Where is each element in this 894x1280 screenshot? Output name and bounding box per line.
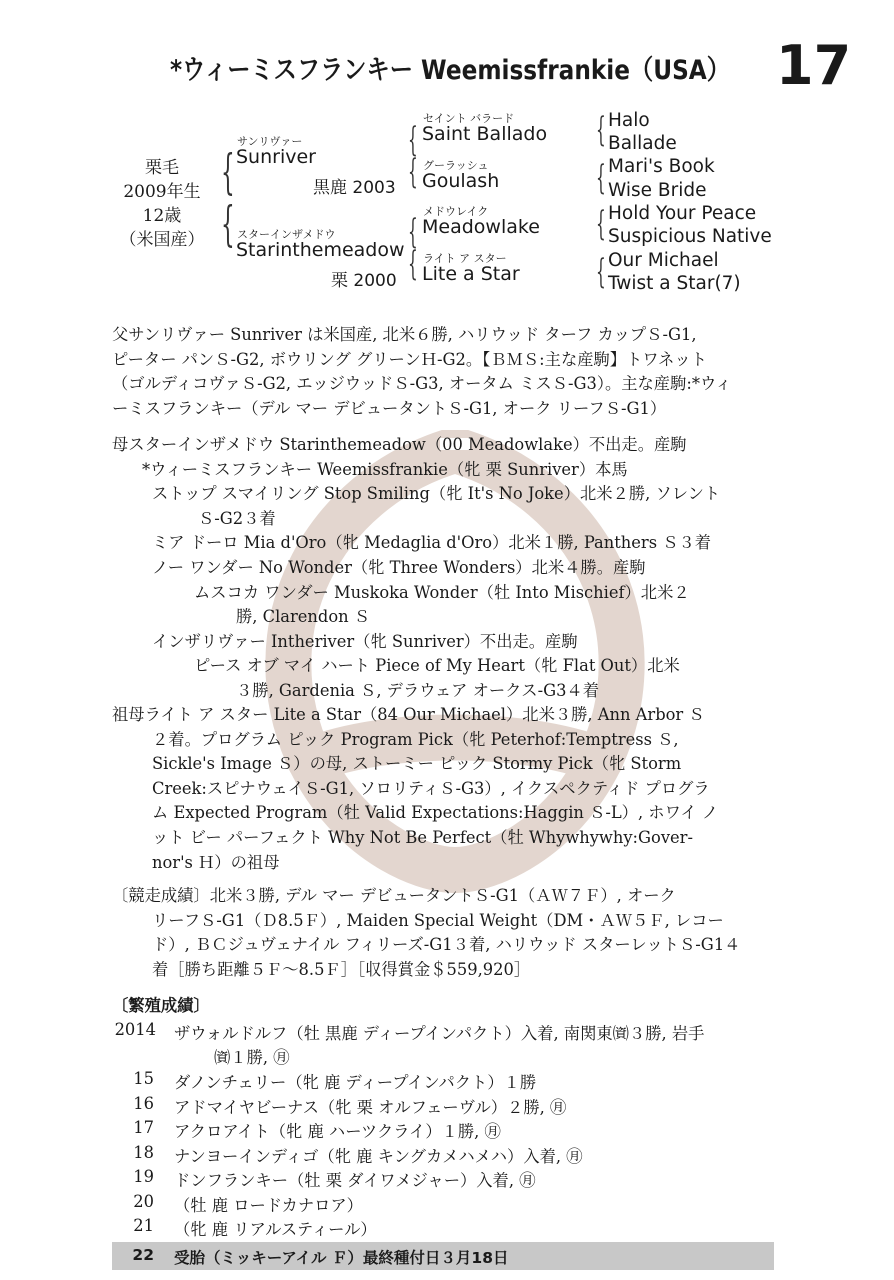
g4-name: Suspicious Native [608,226,772,247]
text-line: ーミスフランキー（デル マー デビュータントＳ-G1, オーク リーフＳ-G1） [112,398,667,418]
brace-left-icon: { [408,120,418,160]
foal-year: 18 [133,1143,154,1162]
text-line: インザリヴァー Intheriver（牝 Sunriver）不出走。産駒 [152,631,578,651]
brace-left-icon: { [221,144,235,200]
text-line: リーフＳ-G1（Ｄ8.5Ｆ）, Maiden Special Weight（DM・ＡＷ５Ｆ, レコー [152,910,724,930]
text-line: ピーター パンＳ-G2, ボウリング グリーンＨ-G2。【ＢＭＳ:主な産駒】トワネット [112,349,707,369]
g4-name: Halo [608,110,650,131]
brace-left-icon: { [221,196,235,252]
dam-section [112,433,776,704]
foal-text: アドマイヤビーナス（牝 栗 オルフェーヴル）２勝, ㊊ [174,1098,567,1117]
race-record [112,884,776,982]
text-line: ット ビー パーフェクト Why Not Be Perfect（牡 Whywhywhy:Gover- [152,827,693,847]
text-line: *ウィーミスフランキー Weemissfrankie（牝 栗 Sunriver）本馬 [142,459,628,479]
text-line: ストップ スマイリング Stop Smiling（牝 It's No Joke）北米２勝, ソレント [152,484,721,504]
sire-note: 黒鹿 2003 [313,178,396,198]
brace-left-icon: { [596,110,606,150]
dam-note: 栗 2000 [331,271,397,291]
brace-left-icon: { [596,158,606,198]
text-line: Sickle's Image Ｓ）の母, ストーミー ピック Stormy Pick（牝 Storm [152,754,682,774]
foal-text: （牡 鹿 ロードカナロア） [174,1196,363,1215]
foal-year: 20 [133,1192,154,1211]
text-line: ２着。プログラム ピック Program Pick（牝 Peterhof:Temptress Ｓ, [152,729,679,749]
brace-left-icon: { [408,152,418,192]
foal-year: 17 [133,1118,154,1137]
g4-name: Twist a Star(7) [608,273,741,294]
brace-left-icon: { [408,244,418,284]
foal-text: ㈾１勝, ㊊ [214,1048,290,1067]
granddam-section [112,703,776,875]
foal-year: 15 [133,1069,154,1088]
dam-ruby: スターインザメドウ [237,228,336,241]
sire-ruby: サンリヴァー [237,135,303,148]
foal-text: （牝 鹿 リアルスティール） [174,1220,377,1239]
text-line: （ゴルディコヴァＳ-G2, エッジウッドＳ-G3, オータム ミスＳ-G3）。主な産駒:*ウィ [112,374,732,394]
sd-ruby: グーラッシュ [423,159,489,172]
text-line: Ｓ-G2３着 [198,508,276,528]
ds-name: Meadowlake [422,216,540,238]
g4-name: Our Michael [608,250,719,271]
page-number: 17 [776,34,852,97]
age: 12歳 [142,206,182,226]
text-line: ノー ワンダー No Wonder（牝 Three Wonders）北米４勝。産駒 [152,557,646,577]
birth-year: 2009年生 [123,182,201,202]
foal-year: 2014 [114,1020,156,1039]
text-line: 着［勝ち距離５Ｆ～8.5Ｆ］［収得賞金＄559,920］ [152,959,531,979]
brace-left-icon: { [408,212,418,252]
foal-text: ナンヨーインディゴ（牝 鹿 キングカメハメハ）入着, ㊊ [174,1147,583,1166]
foal-year: 22 [132,1246,154,1264]
foal-text: ダノンチェリー（牝 鹿 ディープインパクト）１勝 [174,1073,537,1092]
g4-name: Hold Your Peace [608,203,757,224]
text-line: 母スターインザメドウ Starinthemeadow（00 Meadowlake）不出走。産駒 [112,435,687,454]
text-line: ム Expected Program（牡 Valid Expectations:Haggin Ｓ-L）, ホワイ ノ [152,803,719,823]
text-line: 〔競走成績〕北米３勝, デル マー デビュータントＳ-G1（ＡＷ７Ｆ）, オーク [112,886,676,905]
brace-left-icon: { [596,204,606,244]
sd-name: Goulash [422,170,500,192]
dd-name: Lite a Star [422,263,520,285]
ds-ruby: メドウレイク [423,205,489,218]
text-line: ピース オブ マイ ハート Piece of My Heart（牝 Flat Out）北米 [194,656,680,676]
page-title: *ウィーミスフランキー Weemissfrankie（USA） [170,55,731,86]
g4-name: Ballade [608,133,677,154]
g4-name: Wise Bride [608,180,707,201]
dam-name: Starinthemeadow [236,239,405,261]
text-line: 父サンリヴァー Sunriver は米国産, 北米６勝, ハリウッド ターフ カップＳ-G1, [112,325,697,344]
dd-ruby: ライト ア スター [423,252,507,265]
text-line: ３勝, Gardenia Ｓ, デラウェア オークス-G3４着 [236,680,599,700]
text-line: ド）, ＢＣジュヴェナイル フィリーズ-G1３着, ハリウッド スターレットＳ-G1４ [152,935,741,955]
foal-year: 21 [133,1216,154,1235]
text-line: nor's Ｈ）の祖母 [152,852,280,872]
foal-text: アクロアイト（牝 鹿 ハーツクライ）１勝, ㊊ [174,1122,501,1141]
foal-text: ザウォルドルフ（牡 黒鹿 ディープインパクト）入着, 南関東㈾３勝, 岩手 [174,1024,705,1043]
brace-left-icon: { [596,252,606,292]
g4-name: Mari's Book [608,156,715,177]
sire-name: Sunriver [236,146,316,168]
text-line: Creek:スピナウェイＳ-G1, ソロリティＳ-G3）, イクスペクティド プログラ [152,778,710,798]
foal-text: 受胎（ミッキーアイル Ｆ）最終種付日３月18日 [174,1249,509,1267]
text-line: ムスコカ ワンダー Muskoka Wonder（牡 Into Mischief）北米２ [194,582,690,602]
origin: （米国産） [119,230,205,250]
text-line: ミア ドーロ Mia d'Oro（牝 Medaglia d'Oro）北米１勝, Panthers Ｓ３着 [152,533,712,553]
text-line: 勝, Clarendon Ｓ [236,607,371,627]
foal-year: 16 [133,1094,154,1113]
coat-color: 栗毛 [145,158,179,178]
foal-year: 19 [133,1167,154,1186]
ss-ruby: セイント バラード [423,112,515,125]
sire-section [112,323,776,421]
text-line: 祖母ライト ア スター Lite a Star（84 Our Michael）北米３勝, Ann Arbor Ｓ [112,705,705,724]
horse-info [112,156,212,252]
foal-text: ドンフランキー（牡 栗 ダイワメジャー）入着, ㊊ [174,1171,536,1190]
ss-name: Saint Ballado [422,123,548,145]
breeding-heading: 〔繁殖成績〕 [112,996,210,1015]
